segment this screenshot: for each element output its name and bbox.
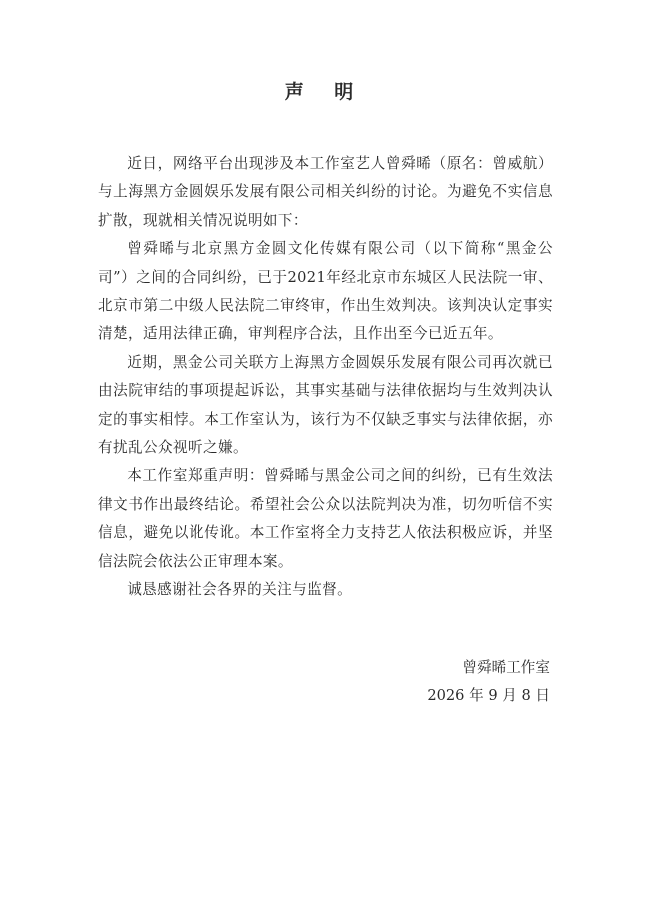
signature-block xyxy=(427,654,550,710)
issuer-name: 曾舜晞工作室 xyxy=(462,659,550,676)
statement-body xyxy=(98,150,553,605)
paragraph-intro: 近日，网络平台出现涉及本工作室艺人曾舜晞（原名：曾威航）与上海黑方金圆娱乐发展有限公司相关纠纷的讨论。为避免不实信息扩散，现就相关情况说明如下： xyxy=(98,155,553,229)
paragraph-declaration: 本工作室郑重声明：曾舜晞与黑金公司之间的纠纷，已有生效法律文书作出最终结论。希望社会公众以法院判决为准，切勿听信不实信息，避免以讹传讹。本工作室将全力支持艺人依法积极应诉，并坚信法院会依法公正审理本案。 xyxy=(98,467,553,570)
paragraph-contract-dispute: 曾舜晞与北京黑方金圆文化传媒有限公司（以下简称“黑金公司”）之间的合同纠纷，已于2021年经北京市东城区人民法院一审、北京市第二中级人民法院二审终审，作出生效判决。该判决认定事实清楚，适用法律正确，审判程序合法，且作出至今已近五年。 xyxy=(98,240,553,343)
paragraph-thanks: 诚恳感谢社会各界的关注与监督。 xyxy=(127,581,353,599)
statement-title: 声 明 xyxy=(284,81,366,103)
paragraph-recent-lawsuit: 近期，黑金公司关联方上海黑方金圆娱乐发展有限公司再次就已由法院审结的事项提起诉讼，其事实基础与法律依据均与生效判决认定的事实相悖。本工作室认为，该行为不仅缺乏事实与法律依据，亦有扰乱公众视听之嫌。 xyxy=(98,353,553,457)
issue-date: 2026 年 9 月 8 日 xyxy=(427,687,550,704)
